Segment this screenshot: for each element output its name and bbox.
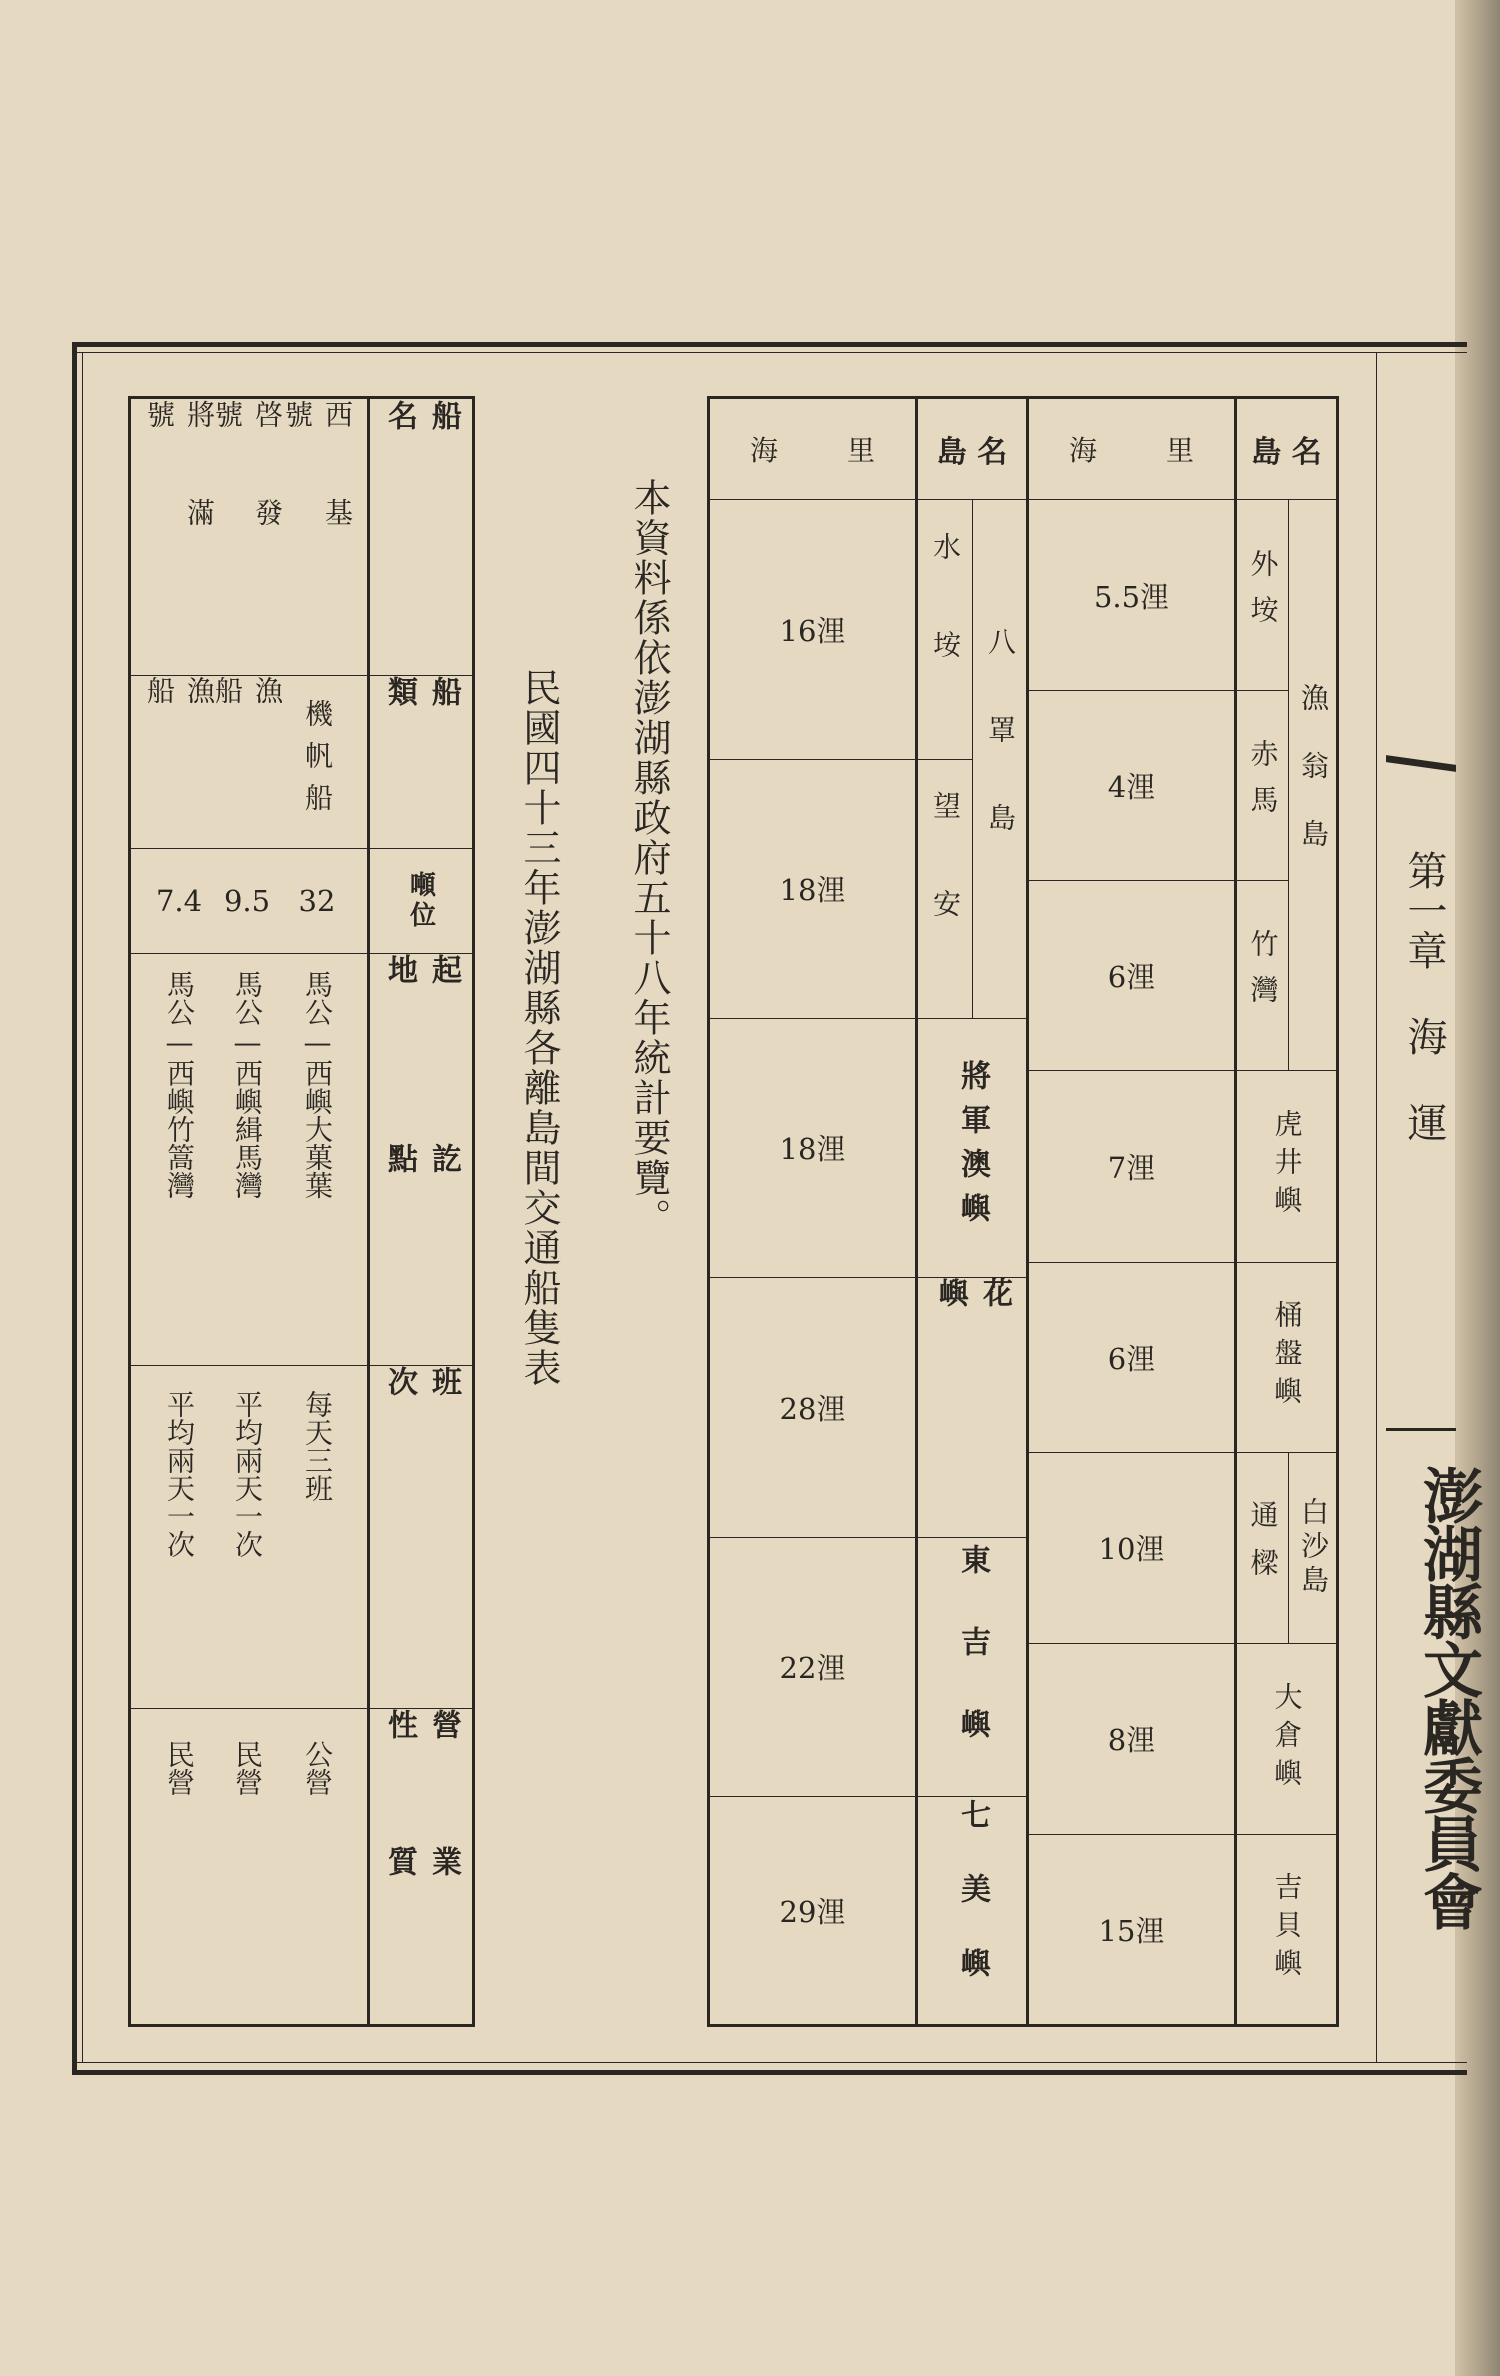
- distance-jiangjunao: 18浬: [779, 1132, 846, 1166]
- source-note: 本資料係依澎湖縣政府五十八年統計要覽。: [627, 478, 671, 1238]
- distance-shuian: 16浬: [779, 614, 846, 648]
- ship-2-name: 啓發號: [211, 400, 284, 596]
- distance-tongpan: 6浬: [1107, 1341, 1156, 1376]
- header-island-left: 島 名: [936, 435, 1008, 470]
- frame-right: [1376, 352, 1377, 2063]
- ship-2-tonnage: 9.5: [223, 884, 271, 918]
- island-sub-chima: 赤馬: [1246, 739, 1280, 831]
- ship-1-operation: 公營: [301, 1740, 334, 1796]
- frame-bottom: [72, 2070, 1467, 2075]
- distance-jibei: 15浬: [1098, 1913, 1165, 1948]
- island-dacang: 大倉嶼: [1270, 1681, 1304, 1796]
- header-island-right: 島 名: [1251, 435, 1322, 470]
- island-hujing: 虎井嶼: [1270, 1109, 1304, 1223]
- header-schedule: 班 次: [382, 1366, 461, 1606]
- ship-3-route: 馬公—西嶼竹篙灣: [163, 970, 196, 1199]
- chapter-heading: [1386, 760, 1456, 1430]
- island-sub-shuian: 水垵: [929, 531, 962, 728]
- ship-3-tonnage: 7.4: [155, 884, 203, 918]
- ship-1-tonnage: 32: [298, 884, 336, 918]
- distance-zhuwan: 6浬: [1107, 959, 1156, 994]
- ship-1-schedule: 每天三班: [301, 1390, 334, 1502]
- island-bazhao: 八罩島: [984, 627, 1017, 891]
- header-tonnage: 噸位: [405, 871, 436, 931]
- distance-chima: 4浬: [1107, 769, 1156, 804]
- header-operation: 營 業 性 質: [382, 1709, 461, 1912]
- island-sub-waian: 外垵: [1246, 549, 1280, 641]
- island-sub-wangan: 望安: [929, 790, 962, 987]
- distance-hujing: 7浬: [1107, 1150, 1156, 1185]
- frame-bottom-inner: [72, 2062, 1467, 2063]
- ship-2-schedule: 平均兩天一次: [231, 1390, 264, 1558]
- island-tongpan: 桶盤嶼: [1270, 1300, 1304, 1414]
- frame-top: [72, 342, 1467, 347]
- chapter-heading-text: 第一章 海 運: [1401, 850, 1447, 1142]
- island-yuweng: 漁翁島: [1297, 683, 1330, 887]
- ship-1-name: 西基號: [281, 400, 354, 596]
- ship-1-route: 馬公—西嶼大菓葉: [301, 970, 334, 1199]
- frame-left-inner: [82, 352, 83, 2063]
- header-ship-type: 船 類: [382, 676, 461, 766]
- distance-qimei: 29浬: [779, 1894, 846, 1929]
- ship-1-type: 機帆船: [301, 699, 334, 825]
- island-huayu: 花嶼: [933, 1277, 1012, 1447]
- ship-2-type: 漁船: [211, 676, 284, 774]
- header-distance-left: 海 里: [750, 434, 875, 467]
- distance-dacang: 8浬: [1107, 1723, 1156, 1757]
- header-route: 起 訖 地 點: [382, 954, 461, 1235]
- distance-dongji: 22浬: [779, 1651, 846, 1685]
- header-distance-right: 海 里: [1069, 434, 1194, 467]
- ship-2-route: 馬公—西嶼緝馬灣: [231, 970, 264, 1199]
- ship-3-name: 將滿號: [143, 400, 216, 596]
- ship-2-operation: 民營: [231, 1740, 264, 1796]
- page-edge: [1455, 0, 1500, 2376]
- ship-3-operation: 民營: [163, 1740, 196, 1796]
- side-title: 澎湖縣文獻委員會: [1413, 1465, 1483, 1929]
- ship-3-type: 漁船: [143, 676, 216, 774]
- island-qimei: 七美嶼: [955, 1799, 990, 2021]
- island-sub-tongliang: 通樑: [1246, 1499, 1280, 1596]
- ship-3-schedule: 平均兩天一次: [163, 1390, 196, 1558]
- island-dongji: 東吉嶼: [955, 1543, 990, 1790]
- island-baisha: 白沙島: [1297, 1496, 1330, 1599]
- ship-table-title: 民國四十三年澎湖縣各離島間交通船隻表: [517, 668, 561, 1388]
- distance-huayu: 28浬: [779, 1391, 846, 1426]
- island-jibei: 吉貝嶼: [1270, 1872, 1304, 1986]
- frame-top-inner: [72, 352, 1467, 353]
- distance-waian: 5.5浬: [1093, 579, 1170, 614]
- header-ship-name: 船 名: [382, 400, 461, 590]
- island-sub-zhuwan: 竹灣: [1246, 929, 1280, 1021]
- frame-left: [72, 342, 77, 2075]
- distance-wangan: 18浬: [779, 873, 846, 907]
- island-jiangjunao: 將軍澳嶼: [955, 1059, 990, 1236]
- distance-tongliang: 10浬: [1098, 1532, 1165, 1566]
